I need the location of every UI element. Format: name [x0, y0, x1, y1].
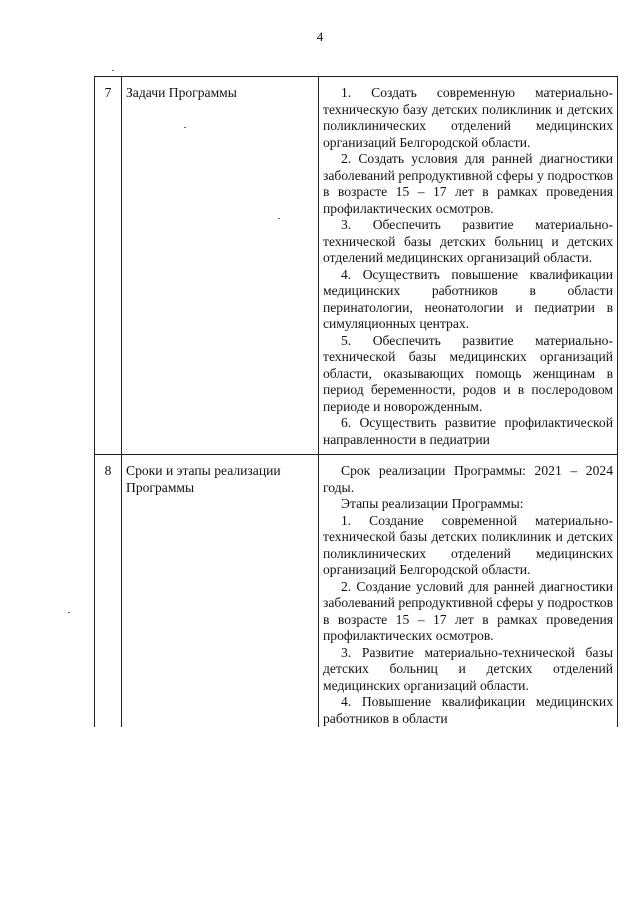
row-content: [319, 77, 618, 455]
task-item: 5. Обеспечить развитие материально-технической базы медицинских организаций области, оказывающих помощь женщинам в период беременности, родов и в послеродовом периоде и новорожденным.: [323, 332, 613, 414]
scan-speck: [278, 218, 280, 219]
task-item: 3. Обеспечить развитие материально-технической базы детских больниц и детских отделений медицинских организаций области.: [323, 217, 613, 265]
row-content: [319, 455, 618, 728]
stage-item: 4. Повышение квалификации медицинских работников в области: [323, 694, 613, 726]
scan-speck: [68, 612, 70, 613]
scan-speck: [184, 127, 186, 128]
row-number: 7: [95, 77, 122, 455]
row-label: Сроки и этапы реализации Программы: [122, 455, 319, 728]
stage-item: 1. Создание современной материально-технической базы детских поликлиник и детских поликлинических отделений медицинских организаций Белгородской области.: [323, 512, 613, 577]
table-row: [95, 77, 618, 455]
stages-title: Этапы реализации Программы:: [341, 496, 524, 511]
task-item: 4. Осуществить повышение квалификации медицинских работников в области перинатологии, неонатологии и педиатрии в симуляционных центрах.: [323, 266, 613, 331]
stage-item: 2. Создание условий для ранней диагностики заболеваний репродуктивной сферы у подростков в возрасте 15 – 17 лет в рамках проведения профилактических осмотров.: [323, 578, 613, 643]
stage-item: 3. Развитие материально-технической базы детских больниц и детских отделений медицинских организаций области.: [323, 644, 613, 693]
scan-speck: [112, 70, 114, 71]
page-number: 4: [316, 29, 324, 44]
program-passport-table: [94, 76, 618, 727]
row-label: Задачи Программы: [122, 77, 319, 455]
task-item: 2. Создать условия для ранней диагностики заболеваний репродуктивной сферы у подростков в возрасте 15 – 17 лет в рамках проведения профилактических осмотров.: [323, 151, 613, 216]
table-row: [95, 455, 618, 728]
row-number: 8: [95, 455, 122, 728]
period-text: Срок реализации Программы: 2021 – 2024 годы.: [323, 463, 613, 495]
task-item: 1. Создать современную материально-техническую базу детских поликлиник и детских поликлинических отделений медицинских организаций Белгородской области.: [323, 85, 613, 150]
task-item: 6. Осуществить развитие профилактической направленности в педиатрии: [323, 415, 613, 447]
